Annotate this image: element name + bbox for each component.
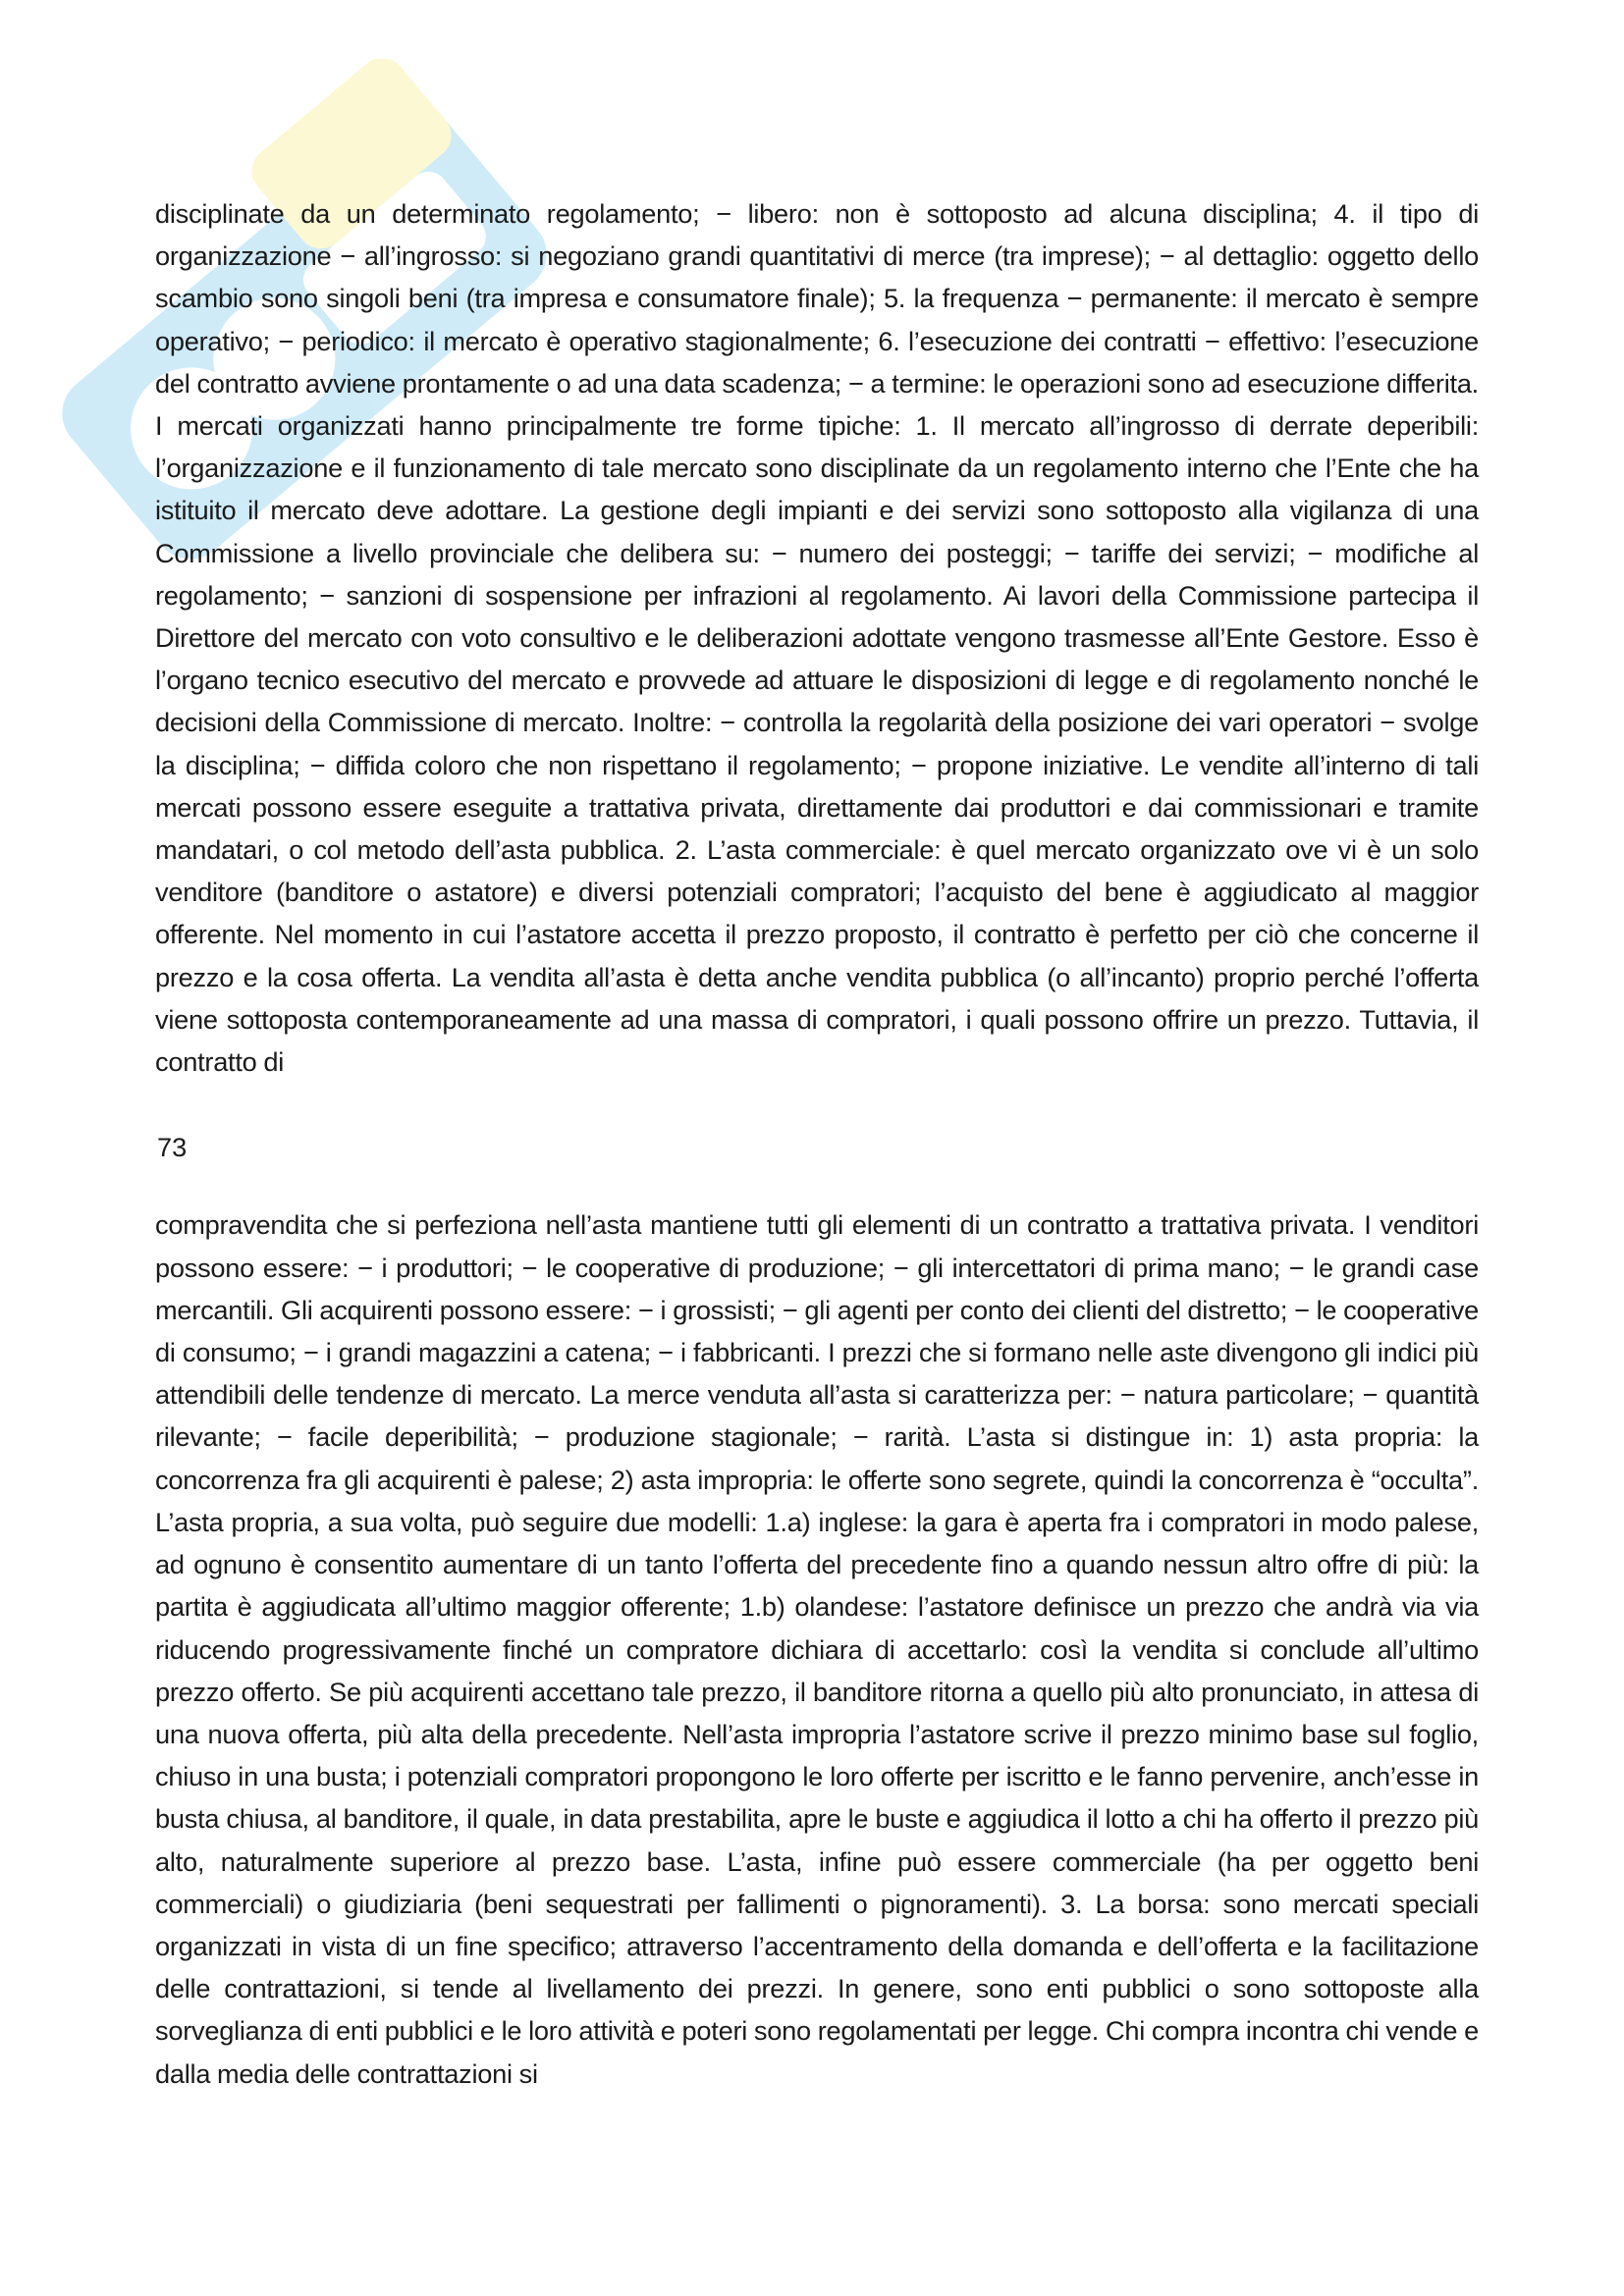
document-page <box>155 192 1479 2095</box>
paragraph-continued-text: disciplinate da un determinato regolamento; − libero: non è sottoposto ad alcuna disciplina; 4. il tipo di organizzazione − all’ingrosso: si negoziano grandi quantitativi di merce (tra imprese); − al dettaglio: oggetto dello scambio sono singoli beni (tra impresa e consumatore finale); 5. la frequenza − permanente: il mercato è sempre operativo; − periodico: il mercato è operativo stagionalmente; 6. l’esecuzione dei contratti − effettivo: l’esecuzione del contratto avviene prontamente o ad una data scadenza; − a termine: le operazioni sono ad esecuzione differita. I mercati organizzati hanno principalmente tre forme tipiche: 1. Il mercato all’ingrosso di derrate deperibili: l’organizzazione e il funzionamento di tale mercato sono disciplinate da un regolamento interno che l’Ente che ha istituito il mercato deve adottare. La gestione degli impianti e dei servizi sono sottoposto alla vigilanza di una Commissione a livello provinciale che delibera su: − numero dei posteggi; − tariffe dei servizi; − modifiche al regolamento; − sanzioni di sospensione per infrazioni al regolamento. Ai lavori della Commissione partecipa il Direttore del mercato con voto consultivo e le deliberazioni adottate vengono trasmesse all’Ente Gestore. Esso è l’organo tecnico esecutivo del mercato e provvede ad attuare le disposizioni di legge e di regolamento nonché le decisioni della Commissione di mercato. Inoltre: − controlla la regolarità della posizione dei vari operatori − svolge la disciplina; − diffida coloro che non rispettano il regolamento; − propone iniziative. Le vendite all’interno di tali mercati possono essere eseguite a trattativa privata, direttamente dai produttori e dai commissionari e tramite mandatari, o col metodo dell’asta pubblica. 2. L’asta commerciale: è quel mercato organizzato ove vi è un solo venditore (banditore o astatore) e diversi potenziali compratori; l’acquisto del bene è aggiudicato al maggior offerente. Nel momento in cui l’astatore accetta il prezzo proposto, il contratto è perfetto per ciò che concerne il prezzo e la cosa offerta. La vendita all’asta è detta anche vendita pubblica (o all’incanto) proprio perché l’offerta viene sottoposta contemporaneamente ad una massa di compratori, i quali possono offrire un prezzo. Tuttavia, il contratto di <box>155 198 1479 1078</box>
paragraph-next-page-text: compravendita che si perfeziona nell’asta mantiene tutti gli elementi di un contratto a trattativa privata. I venditori possono essere: − i produttori; − le cooperative di produzione; − gli intercettatori di prima mano; − le grandi case mercantili. Gli acquirenti possono essere: − i grossisti; − gli agenti per conto dei clienti del distretto; − le cooperative di consumo; − i grandi magazzini a catena; − i fabbricanti. I prezzi che si formano nelle aste divengono gli indici più attendibili delle tendenze di mercato. La merce venduta all’asta si caratterizza per: − natura particolare; − quantità rilevante; − facile deperibilità; − produzione stagionale; − rarità. L’asta si distingue in: 1) asta propria: la concorrenza fra gli acquirenti è palese; 2) asta impropria: le offerte sono segrete, quindi la concorrenza è “occulta”. L’asta propria, a sua volta, può seguire due modelli: 1.a) inglese: la gara è aperta fra i compratori in modo palese, ad ognuno è consentito aumentare di un tanto l’offerta del precedente fino a quando nessun altro offre di più: la partita è aggiudicata all’ultimo maggior offerente; 1.b) olandese: l’astatore definisce un prezzo che andrà via via riducendo progressivamente finché un compratore dichiara di accettarlo: così la vendita si conclude all’ultimo prezzo offerto. Se più acquirenti accettano tale prezzo, il banditore ritorna a quello più alto pronunciato, in attesa di una nuova offerta, più alta della precedente. Nell’asta impropria l’astatore scrive il prezzo minimo base sul foglio, chiuso in una busta; i potenziali compratori propongono le loro offerte per iscritto e le fanno pervenire, anch’esse in busta chiusa, al banditore, il quale, in data prestabilita, apre le buste e aggiudica il lotto a chi ha offerto il prezzo più alto, naturalmente superiore al prezzo base. L’asta, infine può essere commerciale (ha per oggetto beni commerciali) o giudiziaria (beni sequestrati per fallimenti o pignoramenti). 3. La borsa: sono mercati speciali organizzati in vista di un fine specifico; attraverso l’accentramento della domanda e dell’offerta e la facilitazione delle contrattazioni, si tende al livellamento dei prezzi. In genere, sono enti pubblici o sono sottoposte alla sorveglianza di enti pubblici e le loro attività e poteri sono regolamentati per legge. Chi compra incontra chi vende e dalla media delle contrattazioni si <box>155 1209 1479 2089</box>
page-number: 73 <box>157 1132 188 1163</box>
